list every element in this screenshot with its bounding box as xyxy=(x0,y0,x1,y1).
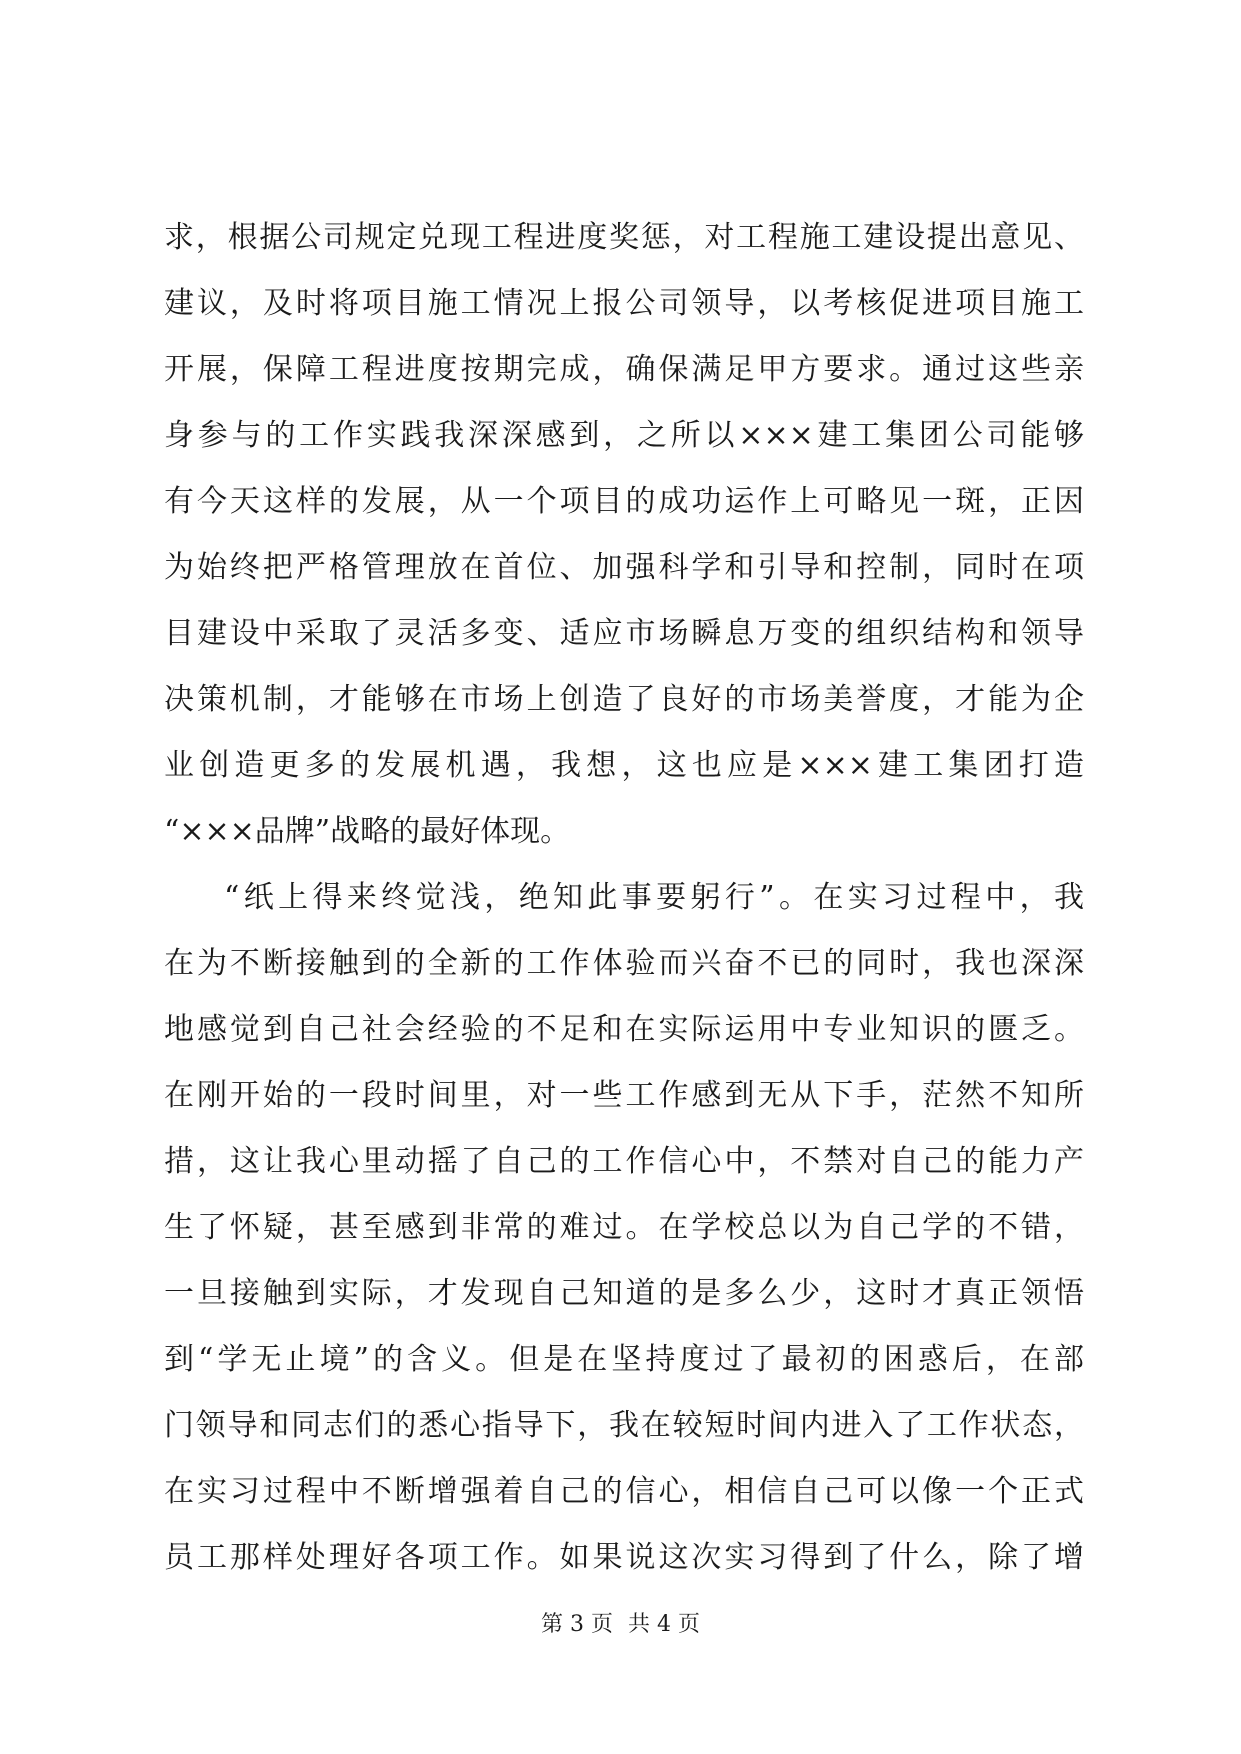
text-line: 地感觉到自己社会经验的不足和在实际运用中专业知识的匮乏。 xyxy=(164,1012,1084,1047)
page-total: 共 4 页 xyxy=(628,1612,700,1637)
text-line: 业创造更多的发展机遇，我想，这也应是×××建工集团打造 xyxy=(164,748,1084,783)
text-line: “×××品牌”战略的最好体现。 xyxy=(164,814,571,849)
text-line: “纸上得来终觉浅，绝知此事要躬行”。在实习过程中，我 xyxy=(224,880,1084,915)
paragraph-2 xyxy=(164,865,1084,1591)
text-line: 措，这让我心里动摇了自己的工作信心中，不禁对自己的能力产 xyxy=(164,1144,1084,1179)
text-line: 在实习过程中不断增强着自己的信心，相信自己可以像一个正式 xyxy=(164,1474,1084,1509)
page-number: 第 3 页 xyxy=(541,1612,613,1637)
text-line: 门领导和同志们的悉心指导下，我在较短时间内进入了工作状态， xyxy=(164,1408,1084,1443)
document-body xyxy=(164,205,1084,1591)
page-footer xyxy=(0,1610,1241,1640)
text-line: 生了怀疑，甚至感到非常的难过。在学校总以为自己学的不错， xyxy=(164,1210,1084,1245)
paragraph-1 xyxy=(164,205,1084,865)
text-line: 决策机制，才能够在市场上创造了良好的市场美誉度，才能为企 xyxy=(164,682,1084,717)
text-line: 员工那样处理好各项工作。如果说这次实习得到了什么，除了增 xyxy=(164,1540,1084,1575)
text-line: 一旦接触到实际，才发现自己知道的是多么少，这时才真正领悟 xyxy=(164,1276,1084,1311)
text-line: 为始终把严格管理放在首位、加强科学和引导和控制，同时在项 xyxy=(164,550,1084,585)
text-line: 建议，及时将项目施工情况上报公司领导，以考核促进项目施工 xyxy=(164,286,1084,321)
text-line: 身参与的工作实践我深深感到，之所以×××建工集团公司能够 xyxy=(164,418,1084,453)
text-line: 在为不断接触到的全新的工作体验而兴奋不已的同时，我也深深 xyxy=(164,946,1084,981)
text-line: 求，根据公司规定兑现工程进度奖惩，对工程施工建设提出意见、 xyxy=(164,220,1084,255)
text-line: 有今天这样的发展，从一个项目的成功运作上可略见一斑，正因 xyxy=(164,484,1084,519)
text-line: 在刚开始的一段时间里，对一些工作感到无从下手，茫然不知所 xyxy=(164,1078,1084,1113)
text-line: 开展，保障工程进度按期完成，确保满足甲方要求。通过这些亲 xyxy=(164,352,1084,387)
text-line: 到“学无止境”的含义。但是在坚持度过了最初的困惑后，在部 xyxy=(164,1342,1084,1377)
text-line: 目建设中采取了灵活多变、适应市场瞬息万变的组织结构和领导 xyxy=(164,616,1084,651)
